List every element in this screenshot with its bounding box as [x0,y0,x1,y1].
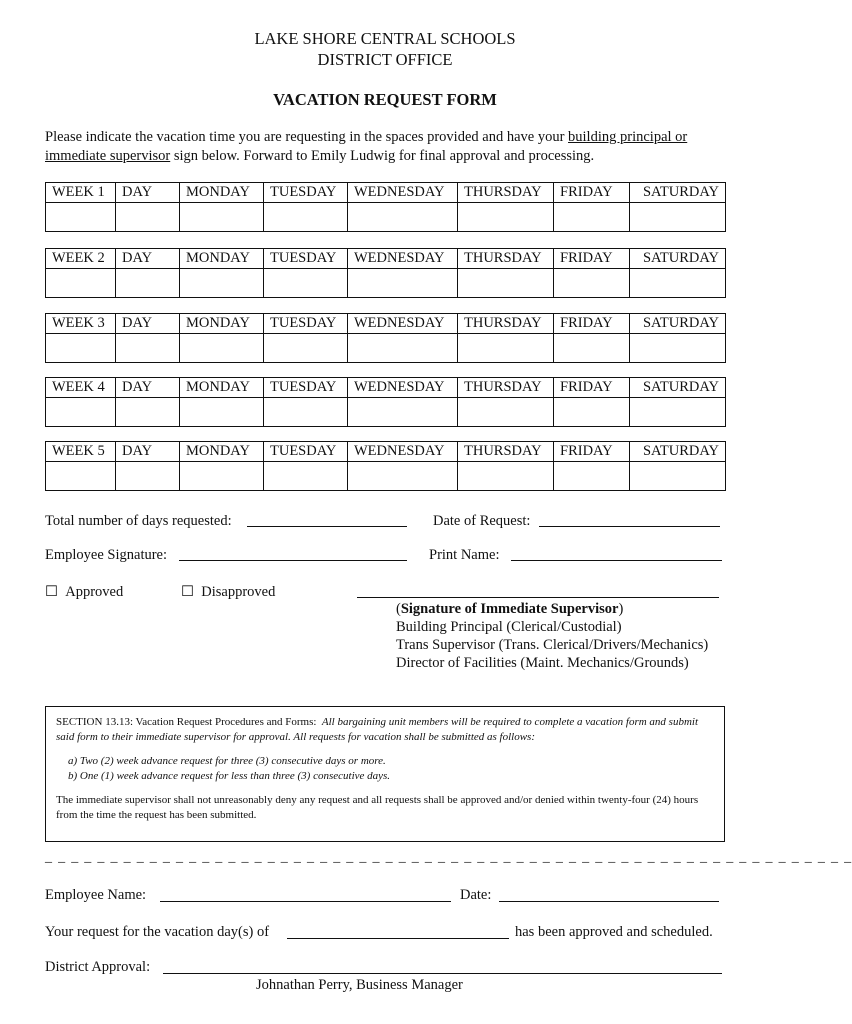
entry-cell[interactable] [180,203,264,232]
entry-cell[interactable] [630,334,726,363]
week-label: WEEK 4 [46,378,116,398]
entry-cell[interactable] [264,203,348,232]
section-footer: The immediate supervisor shall not unreasonably deny any request and all requests shall be approved and/or denied within twenty-four (24) hours from the time the request has been submitted. [56,794,699,821]
column-header: TUESDAY [264,314,348,334]
entry-cell[interactable] [630,269,726,298]
week-table [45,182,726,232]
employee-name-label: Employee Name: [45,887,147,903]
entry-cell[interactable] [46,398,116,427]
request-suffix: has been approved and scheduled. [515,924,713,940]
intro-text-1: Please indicate the vacation time you are requesting in the spaces provided and have your [45,129,569,145]
column-header: WEDNESDAY [348,442,458,462]
intro-text-2: sign below. Forward to Emily Ludwig for final approval and processing. [170,148,595,164]
entry-cell[interactable] [180,269,264,298]
entry-cell[interactable] [630,203,726,232]
cut-line-divider: _ _ _ _ _ _ _ _ _ _ _ _ _ _ _ _ _ _ _ _ _ _ _ _ _ _ _ _ _ _ _ _ _ _ _ _ _ _ _ _ _ _ _ _ _ _ _ _ _ _ _ _ _ _ _ _ _ _ _ _ _ _ [45,850,852,865]
column-header: WEDNESDAY [348,249,458,269]
disapproved-checkbox[interactable]: ☐ [181,584,194,600]
entry-cell[interactable] [458,398,554,427]
approved-option[interactable] [45,583,123,601]
district-approval-line[interactable] [163,973,722,974]
week-label: WEEK 3 [46,314,116,334]
column-header: MONDAY [180,249,264,269]
disapproved-option[interactable] [181,583,275,601]
employee-signature-label: Employee Signature: [45,547,168,563]
entry-cell[interactable] [46,203,116,232]
column-header: FRIDAY [554,378,630,398]
entry-cell[interactable] [554,269,630,298]
employee-name-line[interactable] [160,901,451,902]
school-name: LAKE SHORE CENTRAL SCHOOLS [254,29,516,48]
column-header: FRIDAY [554,314,630,334]
column-header: SATURDAY [630,442,726,462]
column-header: WEDNESDAY [348,314,458,334]
supervisor-line-3: Director of Facilities (Maint. Mechanics/Grounds) [396,655,689,671]
supervisor-signature-line[interactable] [357,597,719,598]
disapproved-label: Disapproved [201,584,276,600]
entry-cell[interactable] [348,203,458,232]
vacation-days-line[interactable] [287,938,509,939]
entry-cell[interactable] [458,334,554,363]
column-header: DAY [116,249,180,269]
entry-cell[interactable] [554,398,630,427]
column-header: SATURDAY [630,378,726,398]
intro-underlined: building principal or immediate supervisor [45,129,688,164]
date-of-request-label: Date of Request: [433,513,531,529]
column-header: MONDAY [180,183,264,203]
entry-cell[interactable] [630,398,726,427]
week-entry-row [46,398,726,427]
section-heading: SECTION 13.13: Vacation Request Procedures and Forms: [56,716,317,728]
week-table [45,441,726,491]
column-header: THURSDAY [458,249,554,269]
column-header: SATURDAY [630,314,726,334]
week-label: WEEK 5 [46,442,116,462]
column-header: THURSDAY [458,314,554,334]
supervisor-line-1: Building Principal (Clerical/Custodial) [396,619,622,635]
column-header: WEDNESDAY [348,183,458,203]
business-manager: Johnathan Perry, Business Manager [256,977,463,993]
entry-cell[interactable] [348,334,458,363]
district-header [0,28,770,70]
date-label: Date: [460,887,492,903]
section-item-b: b) One (1) week advance request for less than three (3) consecutive days. [68,770,391,782]
week-table [45,313,726,363]
column-header: FRIDAY [554,249,630,269]
employee-signature-line[interactable] [179,560,407,561]
column-header: THURSDAY [458,378,554,398]
supervisor-line-2: Trans Supervisor (Trans. Clerical/Drivers/Mechanics) [396,637,709,653]
column-header: DAY [116,378,180,398]
column-header: THURSDAY [458,442,554,462]
office-name: DISTRICT OFFICE [317,50,453,69]
column-header: DAY [116,183,180,203]
column-header: TUESDAY [264,442,348,462]
entry-cell[interactable] [264,398,348,427]
entry-cell[interactable] [458,203,554,232]
section-list [68,754,714,784]
total-days-label: Total number of days requested: [45,513,232,529]
entry-cell[interactable] [348,269,458,298]
column-header: THURSDAY [458,183,554,203]
week-entry-row [46,334,726,363]
column-header: TUESDAY [264,183,348,203]
week-header-row [46,378,726,398]
week-entry-row [46,203,726,232]
entry-cell[interactable] [116,269,180,298]
entry-cell[interactable] [348,462,458,491]
print-name-line[interactable] [511,560,722,561]
print-name-label: Print Name: [429,547,500,563]
section-13-13-box [45,706,725,842]
week-label: WEEK 1 [46,183,116,203]
entry-cell[interactable] [116,398,180,427]
column-header: MONDAY [180,378,264,398]
section-intro [56,715,714,745]
form-title: VACATION REQUEST FORM [273,90,497,109]
week-header-row [46,249,726,269]
approved-checkbox[interactable]: ☐ [45,584,58,600]
entry-cell[interactable] [264,462,348,491]
section-body: All bargaining unit members will be required to complete a vacation form and submit said form to their immediate supervisor for approval. All requests for vacation shall be submitted as follows: [56,716,699,743]
week-entry-row [46,269,726,298]
column-header: FRIDAY [554,183,630,203]
date-of-request-line[interactable] [539,526,720,527]
week-table [45,377,726,427]
week-header-row [46,442,726,462]
supervisor-block [396,600,708,672]
entry-cell[interactable] [264,269,348,298]
column-header: WEDNESDAY [348,378,458,398]
entry-cell[interactable] [554,203,630,232]
approved-label: Approved [65,584,124,600]
entry-cell[interactable] [116,462,180,491]
supervisor-title-text: Signature of Immediate Supervisor [400,601,619,617]
entry-cell[interactable] [554,334,630,363]
supervisor-title: (Signature of Immediate Supervisor) [396,601,624,617]
date-line[interactable] [499,901,719,902]
entry-cell[interactable] [264,334,348,363]
week-entry-row [46,462,726,491]
district-approval-label: District Approval: [45,959,151,975]
week-table [45,248,726,298]
column-header: MONDAY [180,314,264,334]
entry-cell[interactable] [630,462,726,491]
entry-cell[interactable] [46,269,116,298]
entry-cell[interactable] [46,334,116,363]
entry-cell[interactable] [180,398,264,427]
column-header: TUESDAY [264,249,348,269]
entry-cell[interactable] [46,462,116,491]
request-prefix: Your request for the vacation day(s) of [45,924,270,940]
intro-paragraph [45,128,735,166]
column-header: SATURDAY [630,249,726,269]
week-header-row [46,183,726,203]
column-header: SATURDAY [630,183,726,203]
week-label: WEEK 2 [46,249,116,269]
column-header: DAY [116,442,180,462]
entry-cell[interactable] [458,269,554,298]
column-header: TUESDAY [264,378,348,398]
entry-cell[interactable] [180,462,264,491]
entry-cell[interactable] [554,462,630,491]
entry-cell[interactable] [116,203,180,232]
total-days-line[interactable] [247,526,407,527]
section-item-a: a) Two (2) week advance request for three (3) consecutive days or more. [68,755,386,767]
column-header: FRIDAY [554,442,630,462]
entry-cell[interactable] [180,334,264,363]
entry-cell[interactable] [348,398,458,427]
entry-cell[interactable] [116,334,180,363]
week-header-row [46,314,726,334]
column-header: MONDAY [180,442,264,462]
entry-cell[interactable] [458,462,554,491]
column-header: DAY [116,314,180,334]
